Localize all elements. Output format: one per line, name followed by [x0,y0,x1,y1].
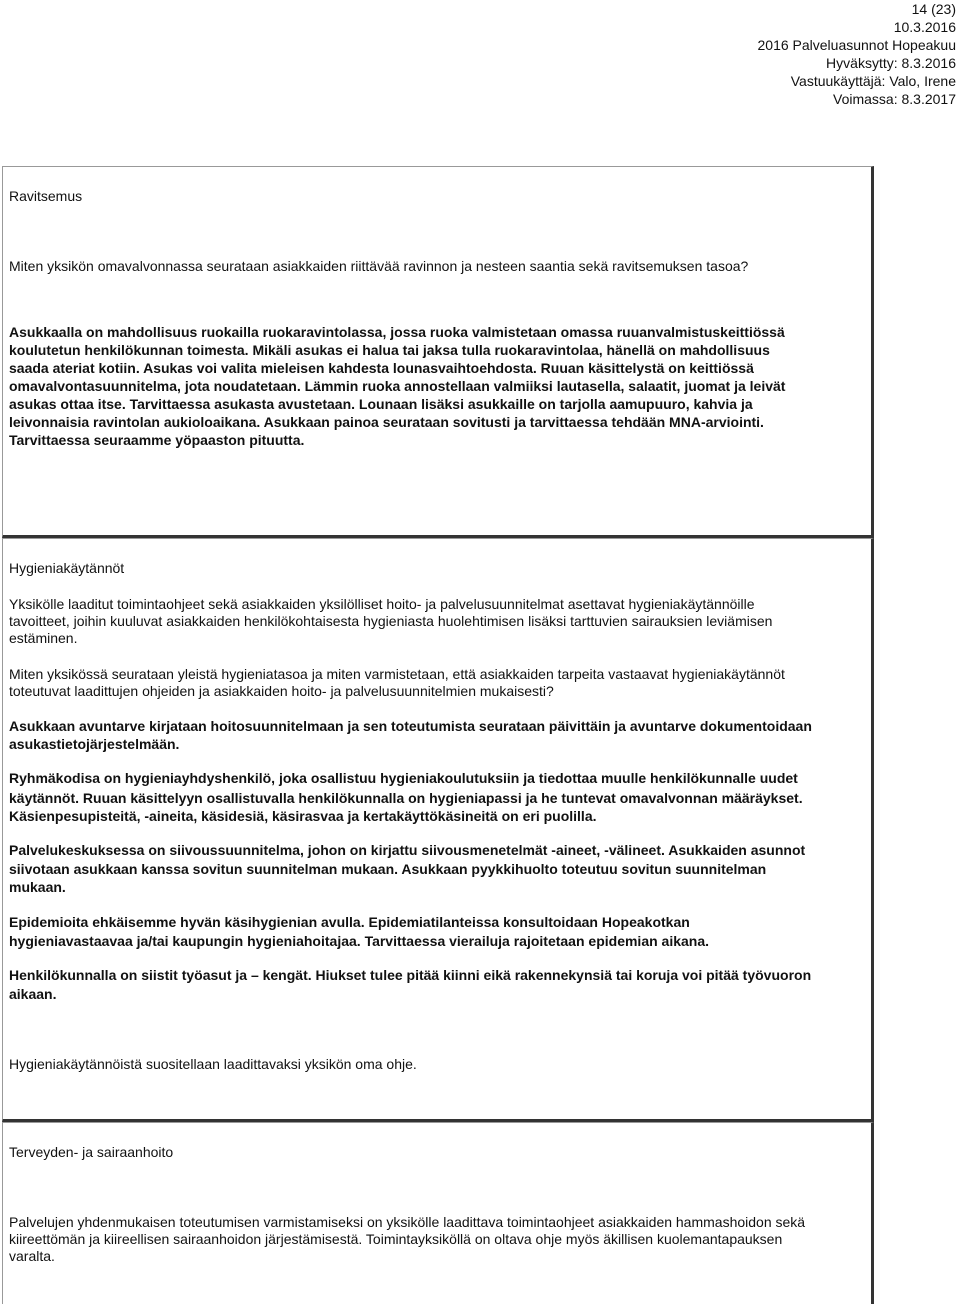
answer-line: hygieniavastaavaa ja/tai kaupungin hygieniahoitajaa. Tarvittaessa vierailuja rajoitetaan epidemian aikana. [9,933,710,949]
answer-line: mukaan. [9,879,66,895]
body-line: varalta. [9,1248,55,1264]
answer-line: Käsienpesupisteitä, -aineita, käsidesiä, käsirasvaa ja kertakäyttökäsineitä on eri puolilla. [9,808,597,824]
responsible-user: Vastuukäyttäjä: Valo, Irene [790,73,956,89]
body-line: kiireettömän ja kiireellisen sairaanhoidon järjestämisestä. Toimintayksiköllä on oltava ohje myös äkillisen kuolemantapauksen [9,1231,783,1247]
section-heading: Hygieniakäytännöt [9,560,125,576]
valid-until: Voimassa: 8.3.2017 [833,91,956,107]
section-heading: Ravitsemus [9,188,83,204]
answer-line: leivonnaisia ravintolan aukioloaikana. Asukkaan painoa seurataan sovitusti ja tarvittaessa tehdään MNA-arviointi. [9,414,764,430]
answer-line: Palvelukeskuksessa on siivoussuunnitelma, johon on kirjattu siivousmenetelmät -aineet, -välineet. Asukkaiden asunnot [9,842,806,858]
approved-date: Hyväksytty: 8.3.2016 [826,55,956,71]
section-ravitsemus [2,166,874,538]
intro-line: tavoitteet, joihin kuuluvat asiakkaiden henkilökohtaisesta hygieniasta huolehtimisen lisäksi tarttuvien sairauksien leviämisen [9,613,773,629]
answer-line: Asukkaan avuntarve kirjataan hoitosuunnitelmaan ja sen toteutumista seurataan päivittäin ja avuntarve dokumentoidaan [9,718,812,734]
answer-line: asukastietojärjestelmään. [9,736,180,752]
answer-line: Tarvittaessa seuraamme yöpaaston pituutta. [9,432,305,448]
intro-line: estäminen. [9,630,78,646]
section-hygienia [2,538,874,1122]
answer-line: omavalvontasuunnitelma, jota noudatetaan. Lämmin ruoka annostellaan valmiiksi lautasella, salaatit, juomat ja leivät [9,378,786,394]
answer-line: koulutetun henkilökunnan toimesta. Mikäli asukas ei halua tai jaksa tulla ruokaravintolaa, hänellä on mahdollisuus [9,342,770,358]
answer-line: aikaan. [9,986,57,1002]
answer-line: saada ateriat kotiin. Asukas voi valita mieleisen kahdesta lounasvaihtoehdosta. Ruuan käsittelystä on keittiössä [9,360,754,376]
answer-line: Ryhmäkodisa on hygieniayhdyshenkilö, joka osallistuu hygieniakoulutuksiin ja tiedottaa muulle henkilökunnalle uudet [9,770,798,786]
question-line: toteutuvat laadittujen ohjeiden ja asiakkaiden hoito- ja palvelusuunnitelmien mukaisesti? [9,683,554,699]
intro-line: Yksikölle laaditut toimintaohjeet sekä asiakkaiden yksilölliset hoito- ja palvelusuunnitelmat asettavat hygieniakäytännöille [9,596,755,612]
section-terveys [2,1122,874,1304]
answer-line: Henkilökunnalla on siistit työasut ja – kengät. Hiukset tulee pitää kiinni eikä rakennekynsiä tai koruja voi pitää työvuoron [9,967,812,983]
recommendation-text: Hygieniakäytännöistä suositellaan laadittavaksi yksikön oma ohje. [9,1056,417,1072]
answer-line: Epidemioita ehkäisemme hyvän käsihygienian avulla. Epidemiatilanteissa konsultoidaan Hopeakotkan [9,914,690,930]
document-header [758,0,957,108]
page-number: 14 (23) [911,1,956,17]
document-title: 2016 Palveluasunnot Hopeakuu [757,37,956,53]
answer-line: käytännöt. Ruuan käsittelyyn osallistuvalla henkilökunnalla on hygieniapassi ja he tuntevat omavalvonnan määräykset. [9,790,803,806]
section-heading: Terveyden- ja sairaanhoito [9,1144,174,1160]
question-line: Miten yksikössä seurataan yleistä hygieniatasoa ja miten varmistetaan, että asiakkaiden tarpeita vastaavat hygieniakäytännöt [9,666,785,682]
body-line: Palvelujen yhdenmukaisen toteutumisen varmistamiseksi on yksikölle laadittava toimintaohjeet asiakkaiden hammashoidon sekä [9,1214,806,1230]
section-question: Miten yksikön omavalvonnassa seurataan asiakkaiden riittävää ravinnon ja nesteen saantia sekä ravitsemuksen tasoa? [9,258,749,274]
answer-line: siivotaan asukkaan kanssa sovitun suunnitelman mukaan. Asukkaan pyykkihuolto toteutuu sovitun suunnitelman [9,861,767,877]
answer-line: asukas ottaa itse. Tarvittaessa asukasta avustetaan. Lounaan lisäksi asukkaille on tarjolla aamupuuro, kahvia ja [9,396,753,412]
document-date: 10.3.2016 [893,19,956,35]
answer-line: Asukkaalla on mahdollisuus ruokailla ruokaravintolassa, jossa ruoka valmistetaan omassa ruuanvalmistuskeittiössä [9,324,785,340]
